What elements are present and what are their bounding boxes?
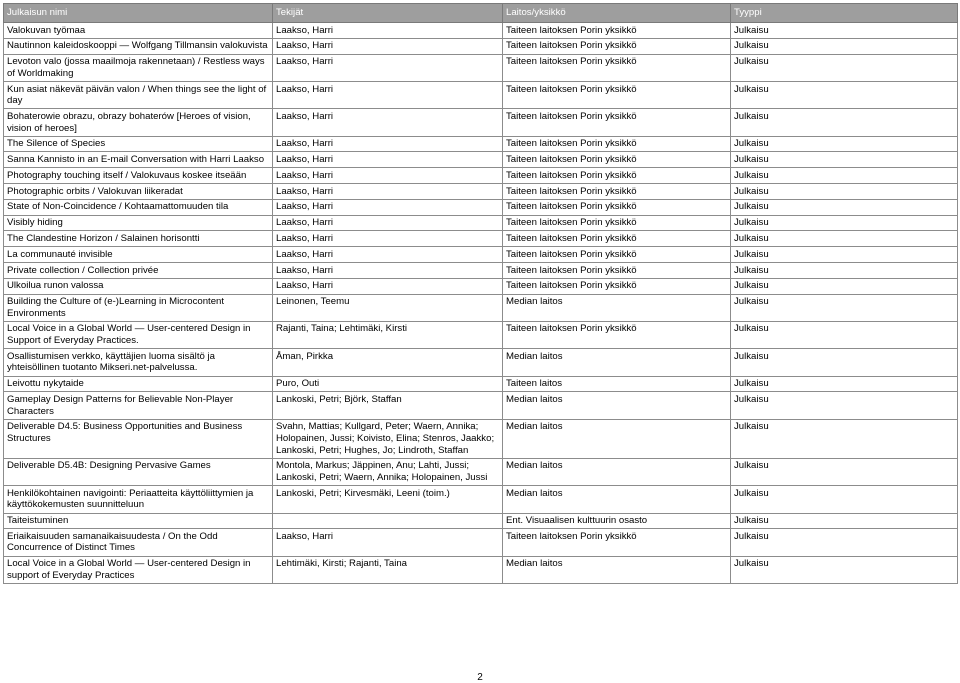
- cell-type: Julkaisu: [731, 529, 958, 556]
- column-header-type: Tyyppi: [731, 4, 958, 23]
- table-row: [4, 152, 958, 168]
- table-row: [4, 529, 958, 556]
- cell-authors: [273, 513, 503, 529]
- cell-type: Julkaisu: [731, 349, 958, 376]
- cell-type: Julkaisu: [731, 168, 958, 184]
- table-row: [4, 262, 958, 278]
- cell-type: Julkaisu: [731, 458, 958, 485]
- cell-title: Bohaterowie obrazu, obrazy bohaterów [Heroes of vision, vision of heroes]: [4, 109, 273, 136]
- cell-type: Julkaisu: [731, 231, 958, 247]
- table-row: [4, 513, 958, 529]
- cell-unit: Median laitos: [503, 294, 731, 321]
- table-row: [4, 278, 958, 294]
- cell-type: Julkaisu: [731, 294, 958, 321]
- cell-title: Leivottu nykytaide: [4, 376, 273, 392]
- cell-title: Local Voice in a Global World — User-centered Design in Support of Everyday Practices.: [4, 321, 273, 348]
- cell-type: Julkaisu: [731, 486, 958, 513]
- cell-unit: Median laitos: [503, 349, 731, 376]
- cell-title: Levoton valo (jossa maailmoja rakennetaan) / Restless ways of Worldmaking: [4, 54, 273, 81]
- cell-authors: Laakso, Harri: [273, 262, 503, 278]
- column-header-authors: Tekijät: [273, 4, 503, 23]
- cell-authors: Laakso, Harri: [273, 109, 503, 136]
- table-body: [4, 23, 958, 584]
- cell-unit: Taiteen laitoksen Porin yksikkö: [503, 529, 731, 556]
- cell-authors: Svahn, Mattias; Kullgard, Peter; Waern, Annika; Holopainen, Jussi; Koivisto, Elina; Stenros, Jaakko; Lankoski, Petri; Hughes, Jo; Lindroth, Staffan: [273, 419, 503, 458]
- table-row: [4, 321, 958, 348]
- table-header-row: [4, 4, 958, 23]
- cell-title: Building the Culture of (e-)Learning in Microcontent Environments: [4, 294, 273, 321]
- cell-unit: Taiteen laitoksen Porin yksikkö: [503, 184, 731, 200]
- cell-type: Julkaisu: [731, 215, 958, 231]
- cell-unit: Taiteen laitoksen Porin yksikkö: [503, 109, 731, 136]
- cell-unit: Median laitos: [503, 458, 731, 485]
- cell-type: Julkaisu: [731, 376, 958, 392]
- cell-type: Julkaisu: [731, 199, 958, 215]
- cell-authors: Leinonen, Teemu: [273, 294, 503, 321]
- cell-type: Julkaisu: [731, 109, 958, 136]
- column-header-title: Julkaisun nimi: [4, 4, 273, 23]
- cell-unit: Taiteen laitoksen Porin yksikkö: [503, 168, 731, 184]
- cell-title: Kun asiat näkevät päivän valon / When things see the light of day: [4, 81, 273, 108]
- table-row: [4, 486, 958, 513]
- cell-unit: Taiteen laitoksen Porin yksikkö: [503, 38, 731, 54]
- cell-unit: Taiteen laitoksen Porin yksikkö: [503, 215, 731, 231]
- cell-unit: Median laitos: [503, 419, 731, 458]
- cell-unit: Taiteen laitoksen Porin yksikkö: [503, 278, 731, 294]
- cell-authors: Laakso, Harri: [273, 136, 503, 152]
- cell-authors: Laakso, Harri: [273, 215, 503, 231]
- cell-unit: Taiteen laitoksen Porin yksikkö: [503, 262, 731, 278]
- cell-title: Osallistumisen verkko, käyttäjien luoma sisältö ja yhteisöllinen tuotanto Mikseri.net-palvelussa.: [4, 349, 273, 376]
- table-row: [4, 376, 958, 392]
- cell-type: Julkaisu: [731, 38, 958, 54]
- cell-title: La communauté invisible: [4, 247, 273, 263]
- cell-unit: Taiteen laitoksen Porin yksikkö: [503, 247, 731, 263]
- cell-authors: Laakso, Harri: [273, 199, 503, 215]
- cell-authors: Laakso, Harri: [273, 152, 503, 168]
- cell-type: Julkaisu: [731, 278, 958, 294]
- page-number: 2: [477, 672, 483, 683]
- cell-title: Taiteistuminen: [4, 513, 273, 529]
- cell-type: Julkaisu: [731, 152, 958, 168]
- cell-type: Julkaisu: [731, 513, 958, 529]
- cell-title: Photography touching itself / Valokuvaus koskee itseään: [4, 168, 273, 184]
- table-row: [4, 215, 958, 231]
- table-row: [4, 168, 958, 184]
- cell-unit: Median laitos: [503, 392, 731, 419]
- cell-type: Julkaisu: [731, 23, 958, 39]
- cell-authors: Laakso, Harri: [273, 231, 503, 247]
- cell-type: Julkaisu: [731, 556, 958, 583]
- cell-authors: Laakso, Harri: [273, 23, 503, 39]
- table-row: [4, 556, 958, 583]
- cell-type: Julkaisu: [731, 321, 958, 348]
- cell-unit: Taiteen laitoksen Porin yksikkö: [503, 231, 731, 247]
- cell-type: Julkaisu: [731, 247, 958, 263]
- cell-unit: Taiteen laitoksen Porin yksikkö: [503, 152, 731, 168]
- cell-type: Julkaisu: [731, 54, 958, 81]
- cell-title: Private collection / Collection privée: [4, 262, 273, 278]
- cell-unit: Taiteen laitoksen Porin yksikkö: [503, 23, 731, 39]
- cell-title: Sanna Kannisto in an E-mail Conversation with Harri Laakso: [4, 152, 273, 168]
- table-row: [4, 109, 958, 136]
- cell-authors: Laakso, Harri: [273, 168, 503, 184]
- cell-authors: Lehtimäki, Kirsti; Rajanti, Taina: [273, 556, 503, 583]
- table-row: [4, 54, 958, 81]
- cell-authors: Laakso, Harri: [273, 184, 503, 200]
- cell-unit: Median laitos: [503, 556, 731, 583]
- cell-type: Julkaisu: [731, 419, 958, 458]
- cell-title: Gameplay Design Patterns for Believable Non-Player Characters: [4, 392, 273, 419]
- table-row: [4, 231, 958, 247]
- cell-type: Julkaisu: [731, 392, 958, 419]
- cell-unit: Taiteen laitos: [503, 376, 731, 392]
- table-row: [4, 136, 958, 152]
- cell-authors: Laakso, Harri: [273, 247, 503, 263]
- cell-authors: Laakso, Harri: [273, 529, 503, 556]
- cell-title: Eriaikaisuuden samanaikaisuudesta / On the Odd Concurrence of Distinct Times: [4, 529, 273, 556]
- cell-authors: Laakso, Harri: [273, 38, 503, 54]
- cell-authors: Laakso, Harri: [273, 278, 503, 294]
- table-row: [4, 23, 958, 39]
- table-row: [4, 392, 958, 419]
- publications-table: [3, 3, 958, 584]
- cell-authors: Puro, Outi: [273, 376, 503, 392]
- cell-title: State of Non-Coincidence / Kohtaamattomuuden tila: [4, 199, 273, 215]
- cell-title: The Silence of Species: [4, 136, 273, 152]
- cell-unit: Taiteen laitoksen Porin yksikkö: [503, 81, 731, 108]
- cell-unit: Taiteen laitoksen Porin yksikkö: [503, 321, 731, 348]
- table-row: [4, 247, 958, 263]
- cell-type: Julkaisu: [731, 136, 958, 152]
- cell-title: Visibly hiding: [4, 215, 273, 231]
- cell-type: Julkaisu: [731, 184, 958, 200]
- table-row: [4, 294, 958, 321]
- cell-type: Julkaisu: [731, 262, 958, 278]
- cell-title: Nautinnon kaleidoskooppi — Wolfgang Tillmansin valokuvista: [4, 38, 273, 54]
- cell-unit: Taiteen laitoksen Porin yksikkö: [503, 136, 731, 152]
- cell-authors: Åman, Pirkka: [273, 349, 503, 376]
- cell-authors: Lankoski, Petri; Kirvesmäki, Leeni (toim.): [273, 486, 503, 513]
- table-row: [4, 184, 958, 200]
- table-row: [4, 349, 958, 376]
- table-row: [4, 38, 958, 54]
- cell-title: Local Voice in a Global World — User-centered Design in support of Everyday Practices: [4, 556, 273, 583]
- table-row: [4, 81, 958, 108]
- cell-title: Deliverable D4.5: Business Opportunities and Business Structures: [4, 419, 273, 458]
- table-row: [4, 419, 958, 458]
- cell-unit: Taiteen laitoksen Porin yksikkö: [503, 199, 731, 215]
- cell-title: Photographic orbits / Valokuvan liikeradat: [4, 184, 273, 200]
- cell-title: Henkilökohtainen navigointi: Periaatteita käyttöliittymien ja käyttökokemusten suunnitteluun: [4, 486, 273, 513]
- cell-unit: Taiteen laitoksen Porin yksikkö: [503, 54, 731, 81]
- cell-unit: Ent. Visuaalisen kulttuurin osasto: [503, 513, 731, 529]
- cell-title: Deliverable D5.4B: Designing Pervasive Games: [4, 458, 273, 485]
- cell-authors: Laakso, Harri: [273, 81, 503, 108]
- cell-authors: Rajanti, Taina; Lehtimäki, Kirsti: [273, 321, 503, 348]
- table-row: [4, 458, 958, 485]
- cell-type: Julkaisu: [731, 81, 958, 108]
- cell-authors: Lankoski, Petri; Björk, Staffan: [273, 392, 503, 419]
- cell-authors: Montola, Markus; Jäppinen, Anu; Lahti, Jussi; Lankoski, Petri; Waern, Annika; Holopainen, Jussi: [273, 458, 503, 485]
- cell-title: Valokuvan työmaa: [4, 23, 273, 39]
- column-header-unit: Laitos/yksikkö: [503, 4, 731, 23]
- cell-title: The Clandestine Horizon / Salainen horisontti: [4, 231, 273, 247]
- table-row: [4, 199, 958, 215]
- cell-authors: Laakso, Harri: [273, 54, 503, 81]
- cell-title: Ulkoilua runon valossa: [4, 278, 273, 294]
- cell-unit: Median laitos: [503, 486, 731, 513]
